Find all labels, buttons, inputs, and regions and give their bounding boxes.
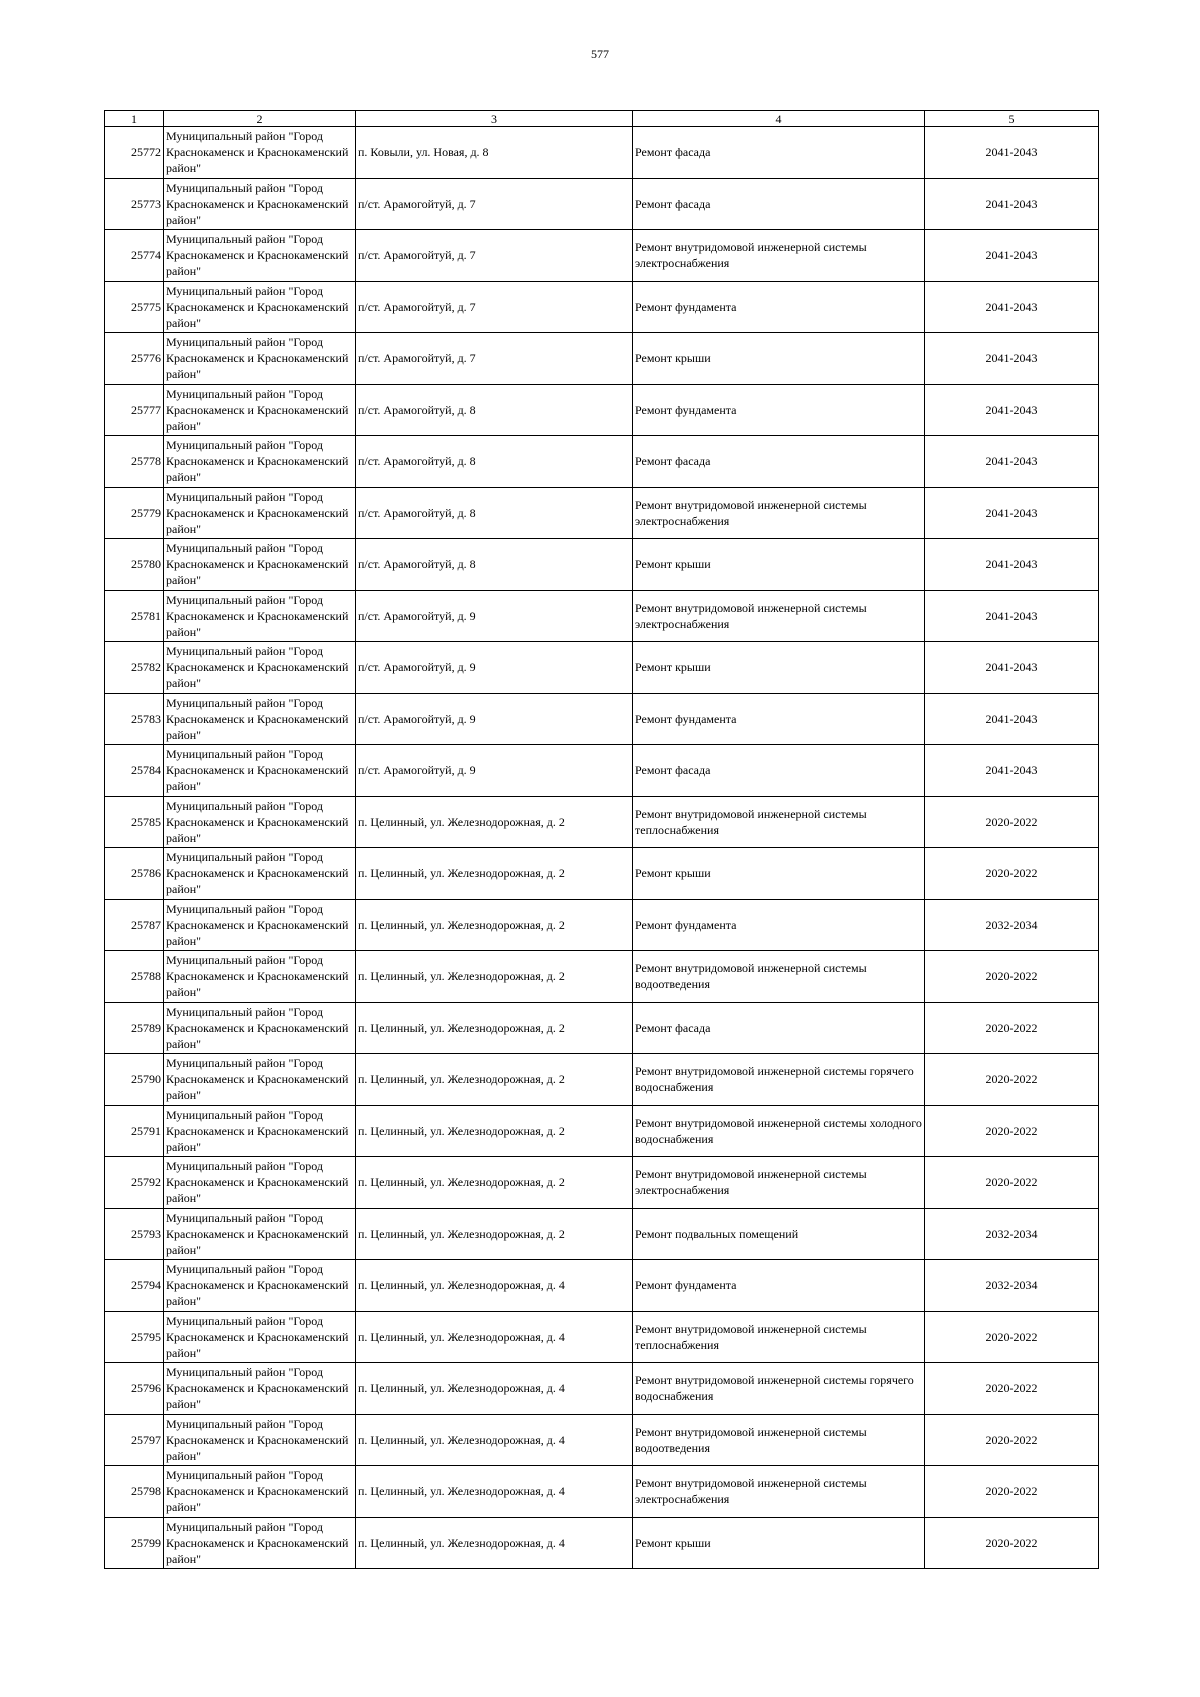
cell-id: 25775 [105, 281, 164, 333]
cell-work-type: Ремонт фундамента [633, 693, 925, 745]
cell-id: 25796 [105, 1363, 164, 1415]
cell-district: Муниципальный район "Город Краснокаменск и Краснокаменский район" [164, 796, 356, 848]
cell-id: 25780 [105, 539, 164, 591]
cell-address: п. Ковыли, ул. Новая, д. 8 [356, 127, 633, 179]
cell-address: п/ст. Арамогойтуй, д. 8 [356, 384, 633, 436]
cell-district: Муниципальный район "Город Краснокаменск и Краснокаменский район" [164, 127, 356, 179]
table-row [105, 693, 1099, 745]
cell-district: Муниципальный район "Город Краснокаменск и Краснокаменский район" [164, 848, 356, 900]
table-row [105, 951, 1099, 1003]
cell-work-type: Ремонт подвальных помещений [633, 1208, 925, 1260]
cell-address: п. Целинный, ул. Железнодорожная, д. 2 [356, 1157, 633, 1209]
cell-work-type: Ремонт внутридомовой инженерной системы водоотведения [633, 951, 925, 1003]
table-row [105, 384, 1099, 436]
cell-id: 25789 [105, 1002, 164, 1054]
cell-district: Муниципальный район "Город Краснокаменск и Краснокаменский район" [164, 1105, 356, 1157]
cell-period: 2032-2034 [925, 899, 1099, 951]
column-header-5: 5 [925, 111, 1099, 127]
cell-work-type: Ремонт внутридомовой инженерной системы электроснабжения [633, 590, 925, 642]
cell-id: 25777 [105, 384, 164, 436]
cell-id: 25794 [105, 1260, 164, 1312]
cell-period: 2041-2043 [925, 384, 1099, 436]
cell-work-type: Ремонт крыши [633, 848, 925, 900]
table-row [105, 487, 1099, 539]
cell-id: 25774 [105, 230, 164, 282]
cell-id: 25785 [105, 796, 164, 848]
cell-work-type: Ремонт внутридомовой инженерной системы теплоснабжения [633, 796, 925, 848]
cell-work-type: Ремонт внутридомовой инженерной системы электроснабжения [633, 487, 925, 539]
cell-period: 2020-2022 [925, 1105, 1099, 1157]
table-row [105, 1466, 1099, 1518]
cell-period: 2020-2022 [925, 1466, 1099, 1518]
column-header-4: 4 [633, 111, 925, 127]
cell-district: Муниципальный район "Город Краснокаменск и Краснокаменский район" [164, 1363, 356, 1415]
table-header [105, 111, 1099, 127]
cell-id: 25778 [105, 436, 164, 488]
cell-address: п. Целинный, ул. Железнодорожная, д. 4 [356, 1414, 633, 1466]
cell-id: 25787 [105, 899, 164, 951]
cell-period: 2041-2043 [925, 436, 1099, 488]
cell-district: Муниципальный район "Город Краснокаменск и Краснокаменский район" [164, 1517, 356, 1569]
cell-work-type: Ремонт внутридомовой инженерной системы электроснабжения [633, 230, 925, 282]
cell-work-type: Ремонт внутридомовой инженерной системы горячего водоснабжения [633, 1054, 925, 1106]
cell-id: 25793 [105, 1208, 164, 1260]
table-body [105, 127, 1099, 1569]
table-row [105, 1260, 1099, 1312]
header-row [105, 111, 1099, 127]
cell-district: Муниципальный район "Город Краснокаменск и Краснокаменский район" [164, 590, 356, 642]
cell-period: 2041-2043 [925, 127, 1099, 179]
cell-period: 2020-2022 [925, 1517, 1099, 1569]
cell-district: Муниципальный район "Город Краснокаменск и Краснокаменский район" [164, 642, 356, 694]
cell-period: 2041-2043 [925, 642, 1099, 694]
cell-id: 25782 [105, 642, 164, 694]
cell-work-type: Ремонт крыши [633, 333, 925, 385]
table-row [105, 899, 1099, 951]
table-row [105, 230, 1099, 282]
cell-address: п. Целинный, ул. Железнодорожная, д. 4 [356, 1517, 633, 1569]
cell-address: п. Целинный, ул. Железнодорожная, д. 2 [356, 848, 633, 900]
table-row [105, 1363, 1099, 1415]
cell-district: Муниципальный район "Город Краснокаменск и Краснокаменский район" [164, 384, 356, 436]
column-header-2: 2 [164, 111, 356, 127]
cell-work-type: Ремонт фундамента [633, 384, 925, 436]
table-row [105, 178, 1099, 230]
cell-work-type: Ремонт фасада [633, 1002, 925, 1054]
cell-id: 25792 [105, 1157, 164, 1209]
cell-period: 2020-2022 [925, 848, 1099, 900]
cell-id: 25781 [105, 590, 164, 642]
page-number: 577 [591, 47, 609, 61]
cell-work-type: Ремонт крыши [633, 539, 925, 591]
cell-period: 2020-2022 [925, 796, 1099, 848]
table-row [105, 1054, 1099, 1106]
cell-period: 2041-2043 [925, 539, 1099, 591]
cell-work-type: Ремонт фасада [633, 127, 925, 179]
cell-address: п. Целинный, ул. Железнодорожная, д. 2 [356, 1208, 633, 1260]
column-header-3: 3 [356, 111, 633, 127]
cell-address: п. Целинный, ул. Железнодорожная, д. 4 [356, 1311, 633, 1363]
column-header-1: 1 [105, 111, 164, 127]
cell-period: 2032-2034 [925, 1208, 1099, 1260]
cell-work-type: Ремонт фасада [633, 745, 925, 797]
cell-id: 25773 [105, 178, 164, 230]
cell-id: 25779 [105, 487, 164, 539]
cell-address: п/ст. Арамогойтуй, д. 8 [356, 539, 633, 591]
cell-district: Муниципальный район "Город Краснокаменск и Краснокаменский район" [164, 333, 356, 385]
cell-id: 25783 [105, 693, 164, 745]
table-row [105, 590, 1099, 642]
cell-address: п/ст. Арамогойтуй, д. 9 [356, 693, 633, 745]
cell-period: 2020-2022 [925, 1311, 1099, 1363]
cell-district: Муниципальный район "Город Краснокаменск и Краснокаменский район" [164, 539, 356, 591]
cell-id: 25799 [105, 1517, 164, 1569]
cell-district: Муниципальный район "Город Краснокаменск и Краснокаменский район" [164, 899, 356, 951]
cell-work-type: Ремонт фундамента [633, 899, 925, 951]
cell-district: Муниципальный район "Город Краснокаменск и Краснокаменский район" [164, 1414, 356, 1466]
cell-period: 2020-2022 [925, 951, 1099, 1003]
cell-work-type: Ремонт внутридомовой инженерной системы электроснабжения [633, 1157, 925, 1209]
cell-district: Муниципальный район "Город Краснокаменск и Краснокаменский район" [164, 1466, 356, 1518]
cell-address: п/ст. Арамогойтуй, д. 7 [356, 281, 633, 333]
cell-period: 2041-2043 [925, 745, 1099, 797]
repair-schedule-table [104, 110, 1099, 1569]
cell-district: Муниципальный район "Город Краснокаменск и Краснокаменский район" [164, 436, 356, 488]
cell-period: 2032-2034 [925, 1260, 1099, 1312]
cell-id: 25795 [105, 1311, 164, 1363]
table-row [105, 642, 1099, 694]
cell-district: Муниципальный район "Город Краснокаменск и Краснокаменский район" [164, 693, 356, 745]
table-row [105, 1002, 1099, 1054]
cell-work-type: Ремонт внутридомовой инженерной системы теплоснабжения [633, 1311, 925, 1363]
cell-period: 2041-2043 [925, 230, 1099, 282]
cell-work-type: Ремонт внутридомовой инженерной системы холодного водоснабжения [633, 1105, 925, 1157]
cell-address: п. Целинный, ул. Железнодорожная, д. 4 [356, 1260, 633, 1312]
cell-period: 2020-2022 [925, 1054, 1099, 1106]
table-row [105, 745, 1099, 797]
cell-district: Муниципальный район "Город Краснокаменск и Краснокаменский район" [164, 1054, 356, 1106]
cell-id: 25776 [105, 333, 164, 385]
cell-period: 2020-2022 [925, 1157, 1099, 1209]
cell-district: Муниципальный район "Город Краснокаменск и Краснокаменский район" [164, 1208, 356, 1260]
cell-id: 25790 [105, 1054, 164, 1106]
cell-work-type: Ремонт крыши [633, 1517, 925, 1569]
cell-period: 2041-2043 [925, 590, 1099, 642]
cell-period: 2041-2043 [925, 693, 1099, 745]
cell-address: п/ст. Арамогойтуй, д. 9 [356, 590, 633, 642]
cell-period: 2041-2043 [925, 487, 1099, 539]
cell-district: Муниципальный район "Город Краснокаменск и Краснокаменский район" [164, 745, 356, 797]
table-row [105, 539, 1099, 591]
cell-work-type: Ремонт фундамента [633, 1260, 925, 1312]
cell-address: п/ст. Арамогойтуй, д. 7 [356, 178, 633, 230]
cell-address: п. Целинный, ул. Железнодорожная, д. 2 [356, 1002, 633, 1054]
cell-work-type: Ремонт внутридомовой инженерной системы горячего водоснабжения [633, 1363, 925, 1415]
cell-id: 25784 [105, 745, 164, 797]
cell-work-type: Ремонт крыши [633, 642, 925, 694]
table-row [105, 281, 1099, 333]
cell-address: п/ст. Арамогойтуй, д. 7 [356, 333, 633, 385]
cell-id: 25797 [105, 1414, 164, 1466]
cell-address: п/ст. Арамогойтуй, д. 8 [356, 487, 633, 539]
cell-work-type: Ремонт фундамента [633, 281, 925, 333]
cell-address: п/ст. Арамогойтуй, д. 9 [356, 745, 633, 797]
cell-work-type: Ремонт фасада [633, 178, 925, 230]
table-row [105, 127, 1099, 179]
table-row [105, 796, 1099, 848]
cell-district: Муниципальный район "Город Краснокаменск и Краснокаменский район" [164, 1311, 356, 1363]
table-row [105, 1414, 1099, 1466]
cell-address: п/ст. Арамогойтуй, д. 8 [356, 436, 633, 488]
cell-district: Муниципальный район "Город Краснокаменск и Краснокаменский район" [164, 230, 356, 282]
cell-address: п/ст. Арамогойтуй, д. 7 [356, 230, 633, 282]
cell-district: Муниципальный район "Город Краснокаменск и Краснокаменский район" [164, 281, 356, 333]
cell-id: 25786 [105, 848, 164, 900]
cell-work-type: Ремонт внутридомовой инженерной системы электроснабжения [633, 1466, 925, 1518]
cell-district: Муниципальный район "Город Краснокаменск и Краснокаменский район" [164, 487, 356, 539]
cell-period: 2020-2022 [925, 1002, 1099, 1054]
table-row [105, 848, 1099, 900]
table-row [105, 1208, 1099, 1260]
table-row [105, 1105, 1099, 1157]
cell-district: Муниципальный район "Город Краснокаменск и Краснокаменский район" [164, 1260, 356, 1312]
table-row [105, 436, 1099, 488]
table-row [105, 333, 1099, 385]
cell-address: п. Целинный, ул. Железнодорожная, д. 4 [356, 1466, 633, 1518]
cell-id: 25798 [105, 1466, 164, 1518]
table-row [105, 1311, 1099, 1363]
cell-district: Муниципальный район "Город Краснокаменск и Краснокаменский район" [164, 1157, 356, 1209]
table-row [105, 1157, 1099, 1209]
cell-period: 2041-2043 [925, 178, 1099, 230]
cell-address: п. Целинный, ул. Железнодорожная, д. 2 [356, 951, 633, 1003]
cell-address: п. Целинный, ул. Железнодорожная, д. 2 [356, 796, 633, 848]
cell-address: п. Целинный, ул. Железнодорожная, д. 4 [356, 1363, 633, 1415]
cell-work-type: Ремонт фасада [633, 436, 925, 488]
cell-address: п/ст. Арамогойтуй, д. 9 [356, 642, 633, 694]
cell-period: 2020-2022 [925, 1363, 1099, 1415]
cell-work-type: Ремонт внутридомовой инженерной системы водоотведения [633, 1414, 925, 1466]
cell-period: 2020-2022 [925, 1414, 1099, 1466]
cell-id: 25788 [105, 951, 164, 1003]
cell-id: 25791 [105, 1105, 164, 1157]
cell-period: 2041-2043 [925, 333, 1099, 385]
cell-district: Муниципальный район "Город Краснокаменск и Краснокаменский район" [164, 951, 356, 1003]
cell-district: Муниципальный район "Город Краснокаменск и Краснокаменский район" [164, 1002, 356, 1054]
cell-address: п. Целинный, ул. Железнодорожная, д. 2 [356, 1105, 633, 1157]
table-row [105, 1517, 1099, 1569]
cell-period: 2041-2043 [925, 281, 1099, 333]
cell-address: п. Целинный, ул. Железнодорожная, д. 2 [356, 899, 633, 951]
cell-id: 25772 [105, 127, 164, 179]
cell-district: Муниципальный район "Город Краснокаменск и Краснокаменский район" [164, 178, 356, 230]
cell-address: п. Целинный, ул. Железнодорожная, д. 2 [356, 1054, 633, 1106]
